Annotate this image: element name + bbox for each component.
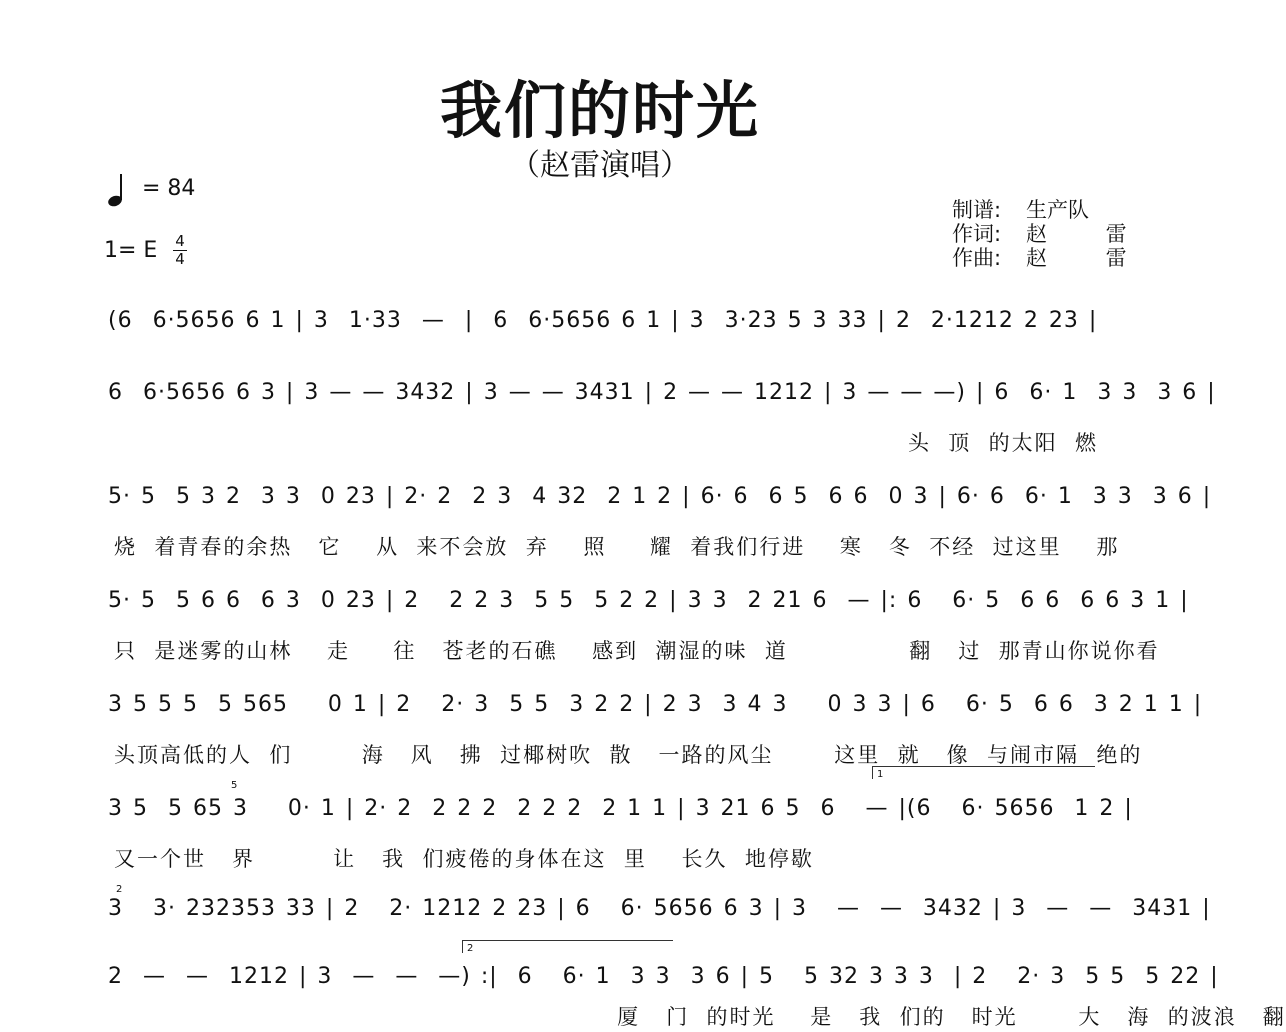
notation-line: 3 5 5 65 3 0· 1 | 2· 2 2 2 2 2 2 2 2 1 1 | 3 21 6 5 6 — |(6 6· 5656 1 2 | xyxy=(108,796,1133,821)
credit-arranger xyxy=(952,198,1153,222)
song-subtitle: （赵雷演唱） xyxy=(510,148,690,183)
credit-lyricist xyxy=(952,222,1153,246)
credits-block xyxy=(952,198,1153,270)
lyrics-line: 又一个世 界 让 我 们疲倦的身体在这 里 长久 地停歇 xyxy=(114,847,814,871)
credit-label: 作曲: xyxy=(952,246,1002,270)
second-ending-bracket xyxy=(462,940,673,953)
lyrics-line: 头 顶 的太阳 燃 xyxy=(907,431,1098,455)
lyrics-line: 头顶高低的人 们 海 风 拂 过椰树吹 散 一路的风尘 这里 就 像 与闹市隔 绝的 xyxy=(114,743,1143,767)
lyrics-line: 只 是迷雾的山林 走 往 苍老的石礁 感到 潮湿的味 道 翻 过 那青山你说你看 xyxy=(114,639,1160,663)
notation-line: 5· 5 5 6 6 6 3 0 23 | 2 2 2 3 5 5 5 2 2 | 3 3 2 21 6 — |: 6 6· 5 6 6 6 6 3 1 | xyxy=(108,588,1189,613)
lyrics-line: 厦 门 的时光 是 我 们的 时光 大 海 的波浪 翻 xyxy=(114,1005,1286,1029)
notation-line: 5· 5 5 3 2 3 3 0 23 | 2· 2 2 3 4 32 2 1 2 | 6· 6 6 5 6 6 0 3 | 6· 6 6· 1 3 3 3 6 | xyxy=(108,484,1212,509)
grace-note: 2 xyxy=(116,884,123,895)
credit-value: 赵 雷 xyxy=(1026,222,1153,246)
credit-value: 赵 雷 xyxy=(1026,246,1153,270)
notation-line: 6 6·5656 6 3 | 3 — — 3432 | 3 — — 3431 | 2 — — 1212 | 3 — — —) | 6 6· 1 3 3 3 6 | xyxy=(108,380,1216,405)
key-signature: 1= E xyxy=(104,238,158,263)
time-signature xyxy=(170,234,190,267)
first-ending-bracket xyxy=(872,766,1095,779)
notation-line: 3 5 5 5 5 565 0 1 | 2 2· 3 5 5 3 2 2 | 2 3 3 4 3 0 3 3 | 6 6· 5 6 6 3 2 1 1 | xyxy=(108,692,1203,717)
credit-value: 生产队 xyxy=(1026,198,1089,222)
meter-top: 4 xyxy=(175,232,185,250)
tempo-value: = 84 xyxy=(142,176,196,201)
credit-label: 作词: xyxy=(952,222,1002,246)
ending-number: 2 xyxy=(467,943,474,954)
quarter-note-icon xyxy=(104,170,134,210)
notation-line: 3 3· 232353 33 | 2 2· 1212 2 23 | 6 6· 5656 6 3 | 3 — — 3432 | 3 — — 3431 | xyxy=(108,896,1211,921)
credit-label: 制谱: xyxy=(952,198,1002,222)
song-title: 我们的时光 xyxy=(439,74,760,147)
credit-composer xyxy=(952,246,1153,270)
notation-line: 2 — — 1212 | 3 — — —) :| 6 6· 1 3 3 3 6 | 5 5 32 3 3 3 | 2 2· 3 5 5 5 22 | xyxy=(108,964,1219,989)
notation-line: (6 6·5656 6 1 | 3 1·33 — | 6 6·5656 6 1 | 3 3·23 5 3 33 | 2 2·1212 2 23 | xyxy=(108,308,1098,333)
lyrics-line: 烧 着青春的余热 它 从 来不会放 弃 照 耀 着我们行进 寒 冬 不经 过这里 那 xyxy=(114,535,1120,559)
ending-number: 1 xyxy=(877,769,884,780)
grace-note: 5 xyxy=(231,780,238,791)
meter-bottom: 4 xyxy=(175,250,185,268)
